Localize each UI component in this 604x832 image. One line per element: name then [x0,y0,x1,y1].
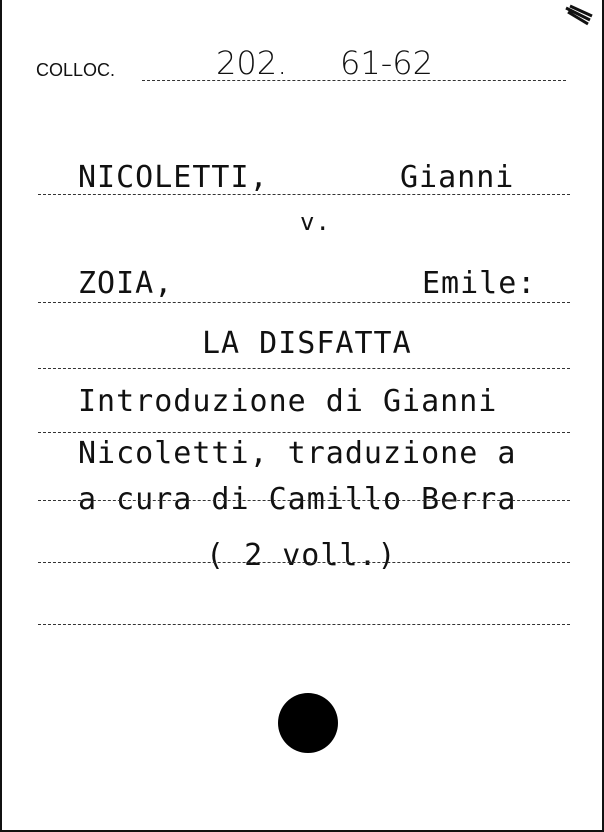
colloc-range: 61-62 [340,44,433,82]
title-text: LA DISFATTA [202,326,412,361]
author2-firstname: Emile: [422,266,537,301]
punch-hole [278,693,338,753]
author1-rule [38,194,570,195]
author1-firstname: Gianni [400,160,515,195]
note-line-3: a cura di Camillo Berra [78,482,517,517]
versus-text: v. [300,208,331,236]
colloc-label: COLLOC. [36,60,116,80]
blank-rule [38,624,570,625]
volumes-rule [38,562,570,563]
author2-surname: ZOIA, [78,266,174,301]
note-rule-2 [38,500,570,501]
author1-surname: NICOLETTI, [78,160,269,195]
note-line-2: Nicoletti, traduzione a [78,436,517,471]
note-rule-1 [38,432,570,433]
note-line-1: Introduzione di Gianni [78,384,498,419]
corner-mark-icon [562,4,596,30]
author2-rule [38,302,570,303]
colloc-number: 202. [216,44,288,82]
volumes-text: ( 2 voll.) [206,538,397,573]
title-rule [38,368,570,369]
